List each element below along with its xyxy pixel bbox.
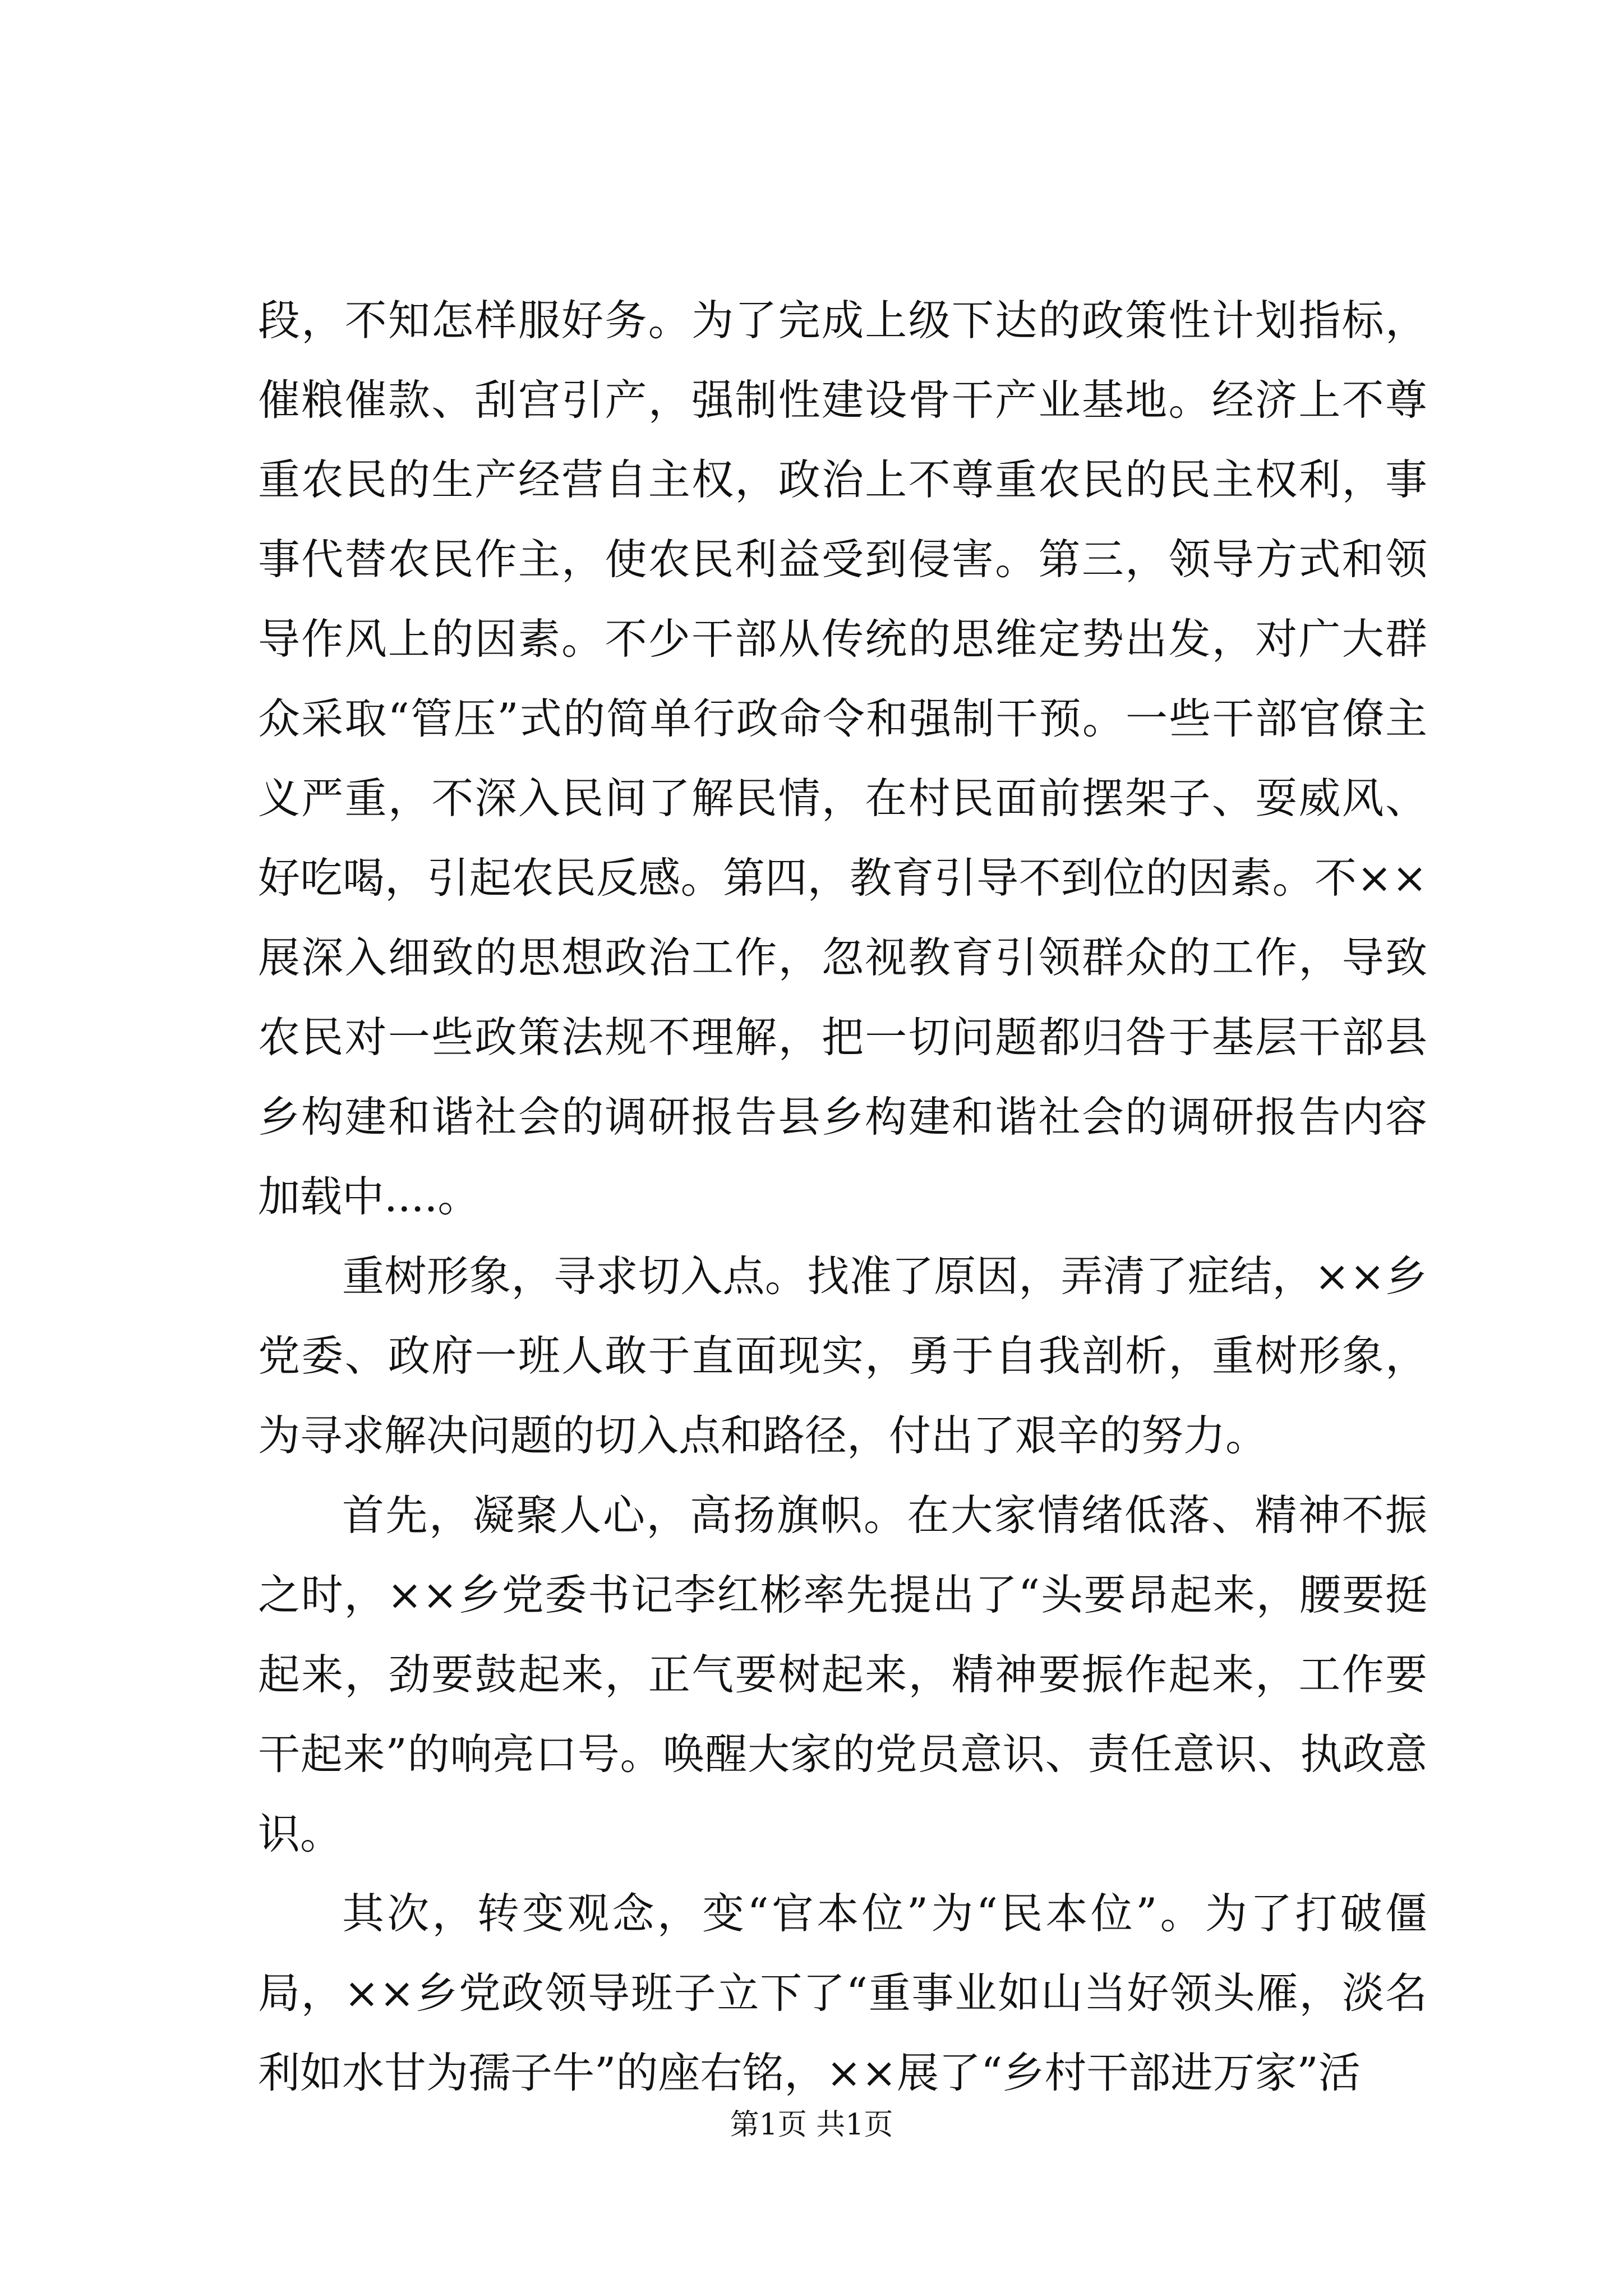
- paragraph-rebuild-image: 重树形象，寻求切入点。找准了原因，弄清了症结，××乡党委、政府一班人敢于直面现实，勇于自我剖析，重树形象，为寻求解决问题的切入点和路径，付出了艰辛的努力。: [258, 1251, 1427, 1460]
- paragraph-first-unite-hearts: 首先，凝聚人心，高扬旗帜。在大家情绪低落、精神不振之时，××乡党委书记李红彬率先提出了“头要昂起来，腰要挺起来，劲要鼓起来，正气要树起来，精神要振作起来，工作要干起来”的响亮口号。唤醒大家的党员意识、责任意识、执政意识。: [258, 1490, 1427, 1858]
- paragraph-continuation: 段，不知怎样服好务。为了完成上级下达的政策性计划指标，催粮催款、刮宫引产，强制性建设骨干产业基地。经济上不尊重农民的生产经营自主权，政治上不尊重农民的民主权利，事事代替农民作主，使农民利益受到侵害。第三，领导方式和领导作风上的因素。不少干部从传统的思维定势出发，对广大群众采取“管压”式的简单行政命令和强制干预。一些干部官僚主义严重，不深入民间了解民情，在村民面前摆架子、耍威风、好吃喝，引起农民反感。第四，教育引导不到位的因素。不××展深入细致的思想政治工作，忽视教育引领群众的工作，导致农民对一些政策法规不理解，把一切问题都归咎于基层干部县乡构建和谐社会的调研报告县乡构建和谐社会的调研报告内容加载中....。: [258, 296, 1427, 1221]
- page-footer: 第1页 共1页: [730, 2108, 893, 2142]
- paragraph-second-change-concepts: 其次，转变观念，变“官本位”为“民本位”。为了打破僵局，××乡党政领导班子立下了“重事业如山当好领头雁，淡名利如水甘为孺子牛”的座右铭，××展了“乡村干部进万家”活: [258, 1889, 1427, 2097]
- document-body: [258, 280, 1427, 2113]
